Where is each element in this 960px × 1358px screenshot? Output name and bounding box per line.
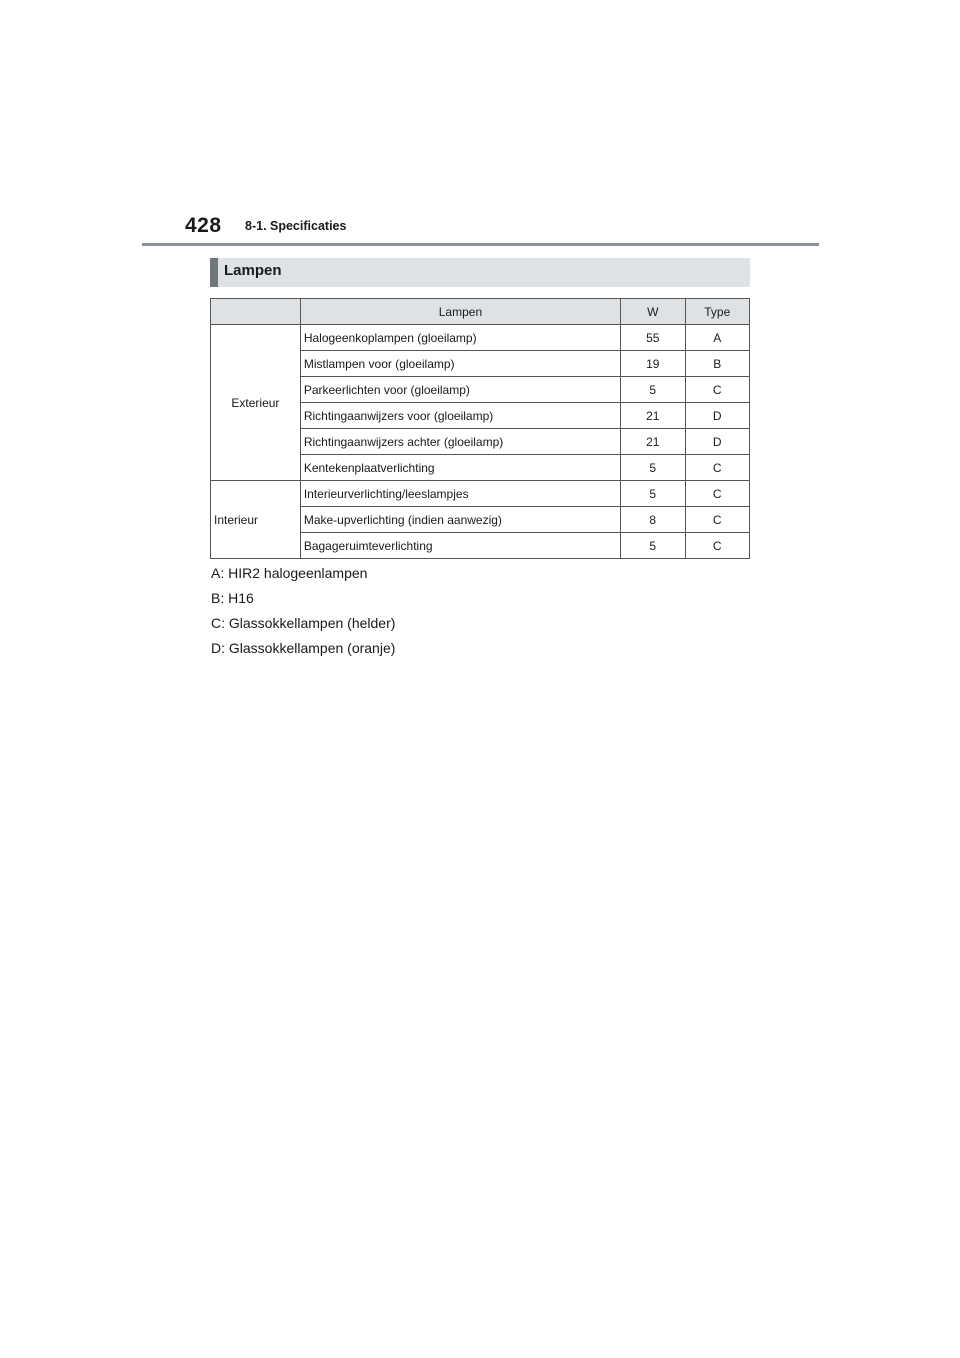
lamp-name: Bagageruimteverlichting bbox=[300, 533, 620, 559]
table-row bbox=[211, 481, 750, 507]
lamp-type: C bbox=[685, 455, 750, 481]
type-legend bbox=[211, 566, 395, 666]
legend-item: A: HIR2 halogeenlampen bbox=[211, 565, 368, 581]
table-row bbox=[211, 325, 750, 351]
lamp-watt: 21 bbox=[621, 429, 685, 455]
lamp-type: B bbox=[685, 351, 750, 377]
lamp-watt: 5 bbox=[621, 481, 685, 507]
lamp-name: Make-upverlichting (indien aanwezig) bbox=[300, 507, 620, 533]
section-title-bar bbox=[210, 258, 750, 287]
header-divider bbox=[142, 243, 819, 246]
lamp-type: C bbox=[685, 377, 750, 403]
lamp-name: Halogeenkoplampen (gloeilamp) bbox=[300, 325, 620, 351]
lamp-type: C bbox=[685, 481, 750, 507]
legend-item: C: Glassokkellampen (helder) bbox=[211, 615, 396, 631]
lamp-type: D bbox=[685, 403, 750, 429]
column-header-group bbox=[211, 299, 301, 325]
lamp-watt: 5 bbox=[621, 455, 685, 481]
column-header-watt: W bbox=[621, 299, 685, 325]
lamp-name: Richtingaanwijzers achter (gloeilamp) bbox=[300, 429, 620, 455]
section-title: Lampen bbox=[224, 262, 282, 279]
lamp-name: Interieurverlichting/leeslampjes bbox=[300, 481, 620, 507]
table-header-row bbox=[211, 299, 750, 325]
section-reference: 8-1. Specificaties bbox=[245, 219, 347, 233]
lamp-watt: 5 bbox=[621, 377, 685, 403]
lamp-type: A bbox=[685, 325, 750, 351]
page-number: 428 bbox=[185, 214, 222, 237]
lamp-watt: 19 bbox=[621, 351, 685, 377]
lamp-watt: 55 bbox=[621, 325, 685, 351]
bulb-specification-table bbox=[210, 298, 750, 559]
lamp-name: Parkeerlichten voor (gloeilamp) bbox=[300, 377, 620, 403]
lamp-name: Kentekenplaatverlichting bbox=[300, 455, 620, 481]
column-header-lamp: Lampen bbox=[300, 299, 620, 325]
lamp-type: C bbox=[685, 533, 750, 559]
column-header-type: Type bbox=[685, 299, 750, 325]
legend-item: B: H16 bbox=[211, 590, 254, 606]
lamp-type: C bbox=[685, 507, 750, 533]
legend-item: D: Glassokkellampen (oranje) bbox=[211, 640, 396, 656]
lamp-name: Mistlampen voor (gloeilamp) bbox=[300, 351, 620, 377]
group-label-exterior: Exterieur bbox=[211, 325, 301, 481]
lamp-watt: 21 bbox=[621, 403, 685, 429]
lamp-type: D bbox=[685, 429, 750, 455]
group-label-interior: Interieur bbox=[211, 481, 301, 559]
lamp-name: Richtingaanwijzers voor (gloeilamp) bbox=[300, 403, 620, 429]
lamp-watt: 8 bbox=[621, 507, 685, 533]
lamp-watt: 5 bbox=[621, 533, 685, 559]
